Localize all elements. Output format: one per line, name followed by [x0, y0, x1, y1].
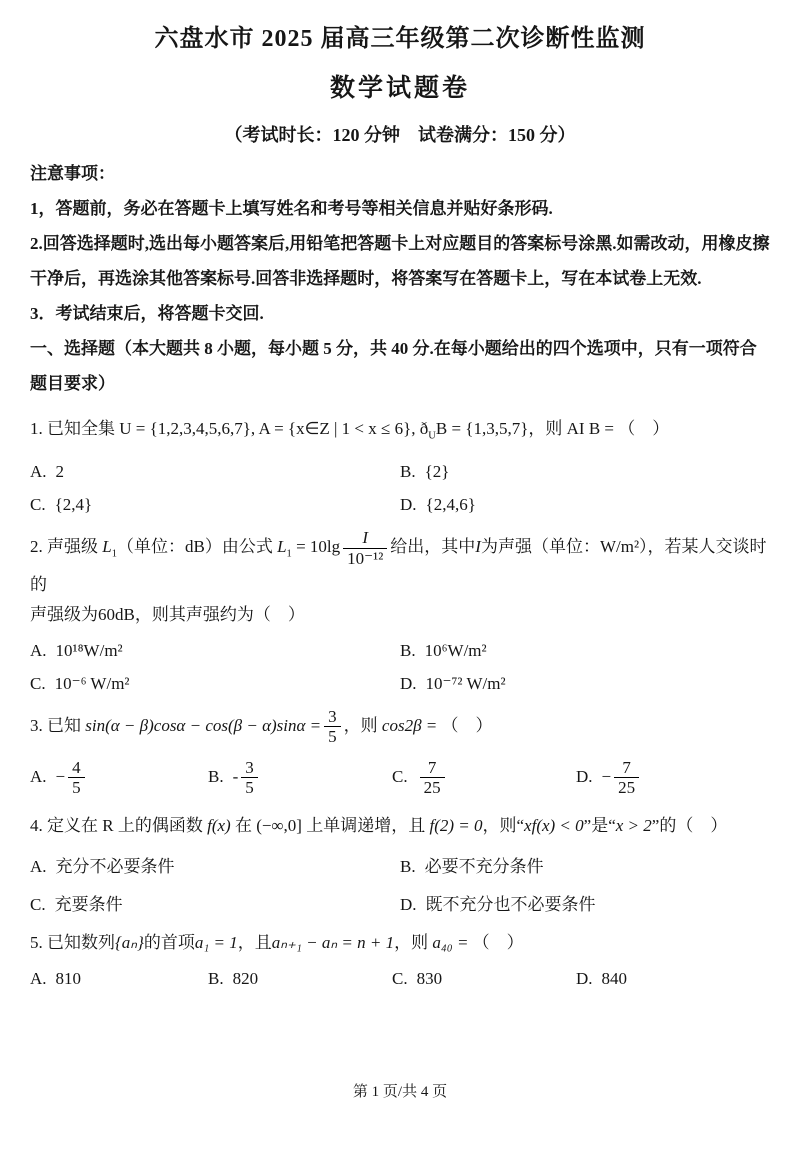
option-value: 810 [55, 968, 82, 988]
notice-item-2: 2.回答选择题时,选出每小题答案后,用铅笔把答题卡上对应题目的答案标号涂黑.如需改动，用橡皮擦干净后，再选涂其他答案标号.回答非选择题时，将答案写在答题卡上，写在本试卷上无效. [30, 234, 770, 288]
option-value: {2} [424, 462, 450, 482]
question-2-option-b [400, 641, 770, 661]
question-2-option-d [400, 674, 770, 694]
minus-sign: − [601, 766, 612, 786]
math-variable: L [277, 537, 287, 557]
question-1-option-b [400, 462, 770, 482]
fraction [614, 758, 639, 798]
option-label: D. [400, 495, 417, 515]
option-label: B. [400, 856, 416, 876]
notice-item-1: 1，答题前，务必在答题卡上填写姓名和考号等相关信息并贴好条形码. [30, 199, 553, 218]
option-value: 820 [232, 968, 259, 988]
stem-text: ，则 [343, 715, 378, 735]
question-1-options [30, 462, 770, 515]
math-subscript: 1 [111, 548, 117, 560]
fraction-denominator: 25 [618, 778, 636, 798]
stem-text: 给出，其中 [390, 537, 476, 557]
answer-blank: （ ） [441, 715, 493, 735]
question-3-option-d [576, 758, 770, 798]
complement-subscript: U [428, 430, 436, 442]
minus-sign: - [232, 766, 239, 786]
question-1-option-d [400, 495, 770, 515]
question-4-option-a [30, 852, 400, 877]
option-label: B. [400, 640, 416, 660]
question-5-options [30, 969, 770, 989]
option-label: C. [392, 968, 408, 988]
stem-text: 1. 已知全集 [30, 419, 115, 438]
stem-text: ，且 [237, 932, 272, 952]
fraction [324, 707, 341, 747]
fraction-denominator: 5 [72, 778, 81, 798]
question-2-stem-line2: 声强级为60dB，则其声强约为（ ） [30, 604, 305, 624]
option-value: 2 [55, 462, 65, 482]
math-expression: a₁ = 1 [194, 932, 238, 952]
math-expression: (−∞,0] [256, 815, 302, 835]
question-4-option-c [30, 890, 400, 915]
fraction-denominator: 25 [423, 778, 441, 798]
question-5-option-d [576, 969, 770, 989]
question-4-options [30, 852, 770, 915]
answer-blank: （ ） [618, 419, 670, 438]
question-2-stem [30, 528, 770, 599]
option-label: D. [576, 766, 593, 786]
question-4-option-b [400, 852, 770, 877]
option-label: C. [392, 766, 408, 786]
option-value: 10⁻⁶ W/m² [54, 673, 130, 693]
math-expression: = 10lg [291, 537, 341, 557]
exam-info: （考试时长：120 分钟 试卷满分：150 分） [224, 125, 576, 145]
option-value: 既不充分也不必要条件 [425, 894, 596, 914]
page-number: 第 1 页/共 4 页 [352, 1084, 448, 1100]
stem-text: 上单调递增，且 [306, 815, 426, 835]
stem-text: ，则 [528, 419, 563, 438]
fraction-numerator: 7 [420, 758, 445, 779]
question-5-option-b [208, 969, 392, 989]
option-label: D. [400, 673, 417, 693]
stem-text: 4. 定义在 R 上的偶函数 [30, 815, 203, 835]
fraction-numerator: 3 [324, 707, 341, 728]
math-expression: a₄₀ = [432, 932, 469, 952]
option-value: 10⁻⁷² W/m² [425, 673, 506, 693]
math-expression: cos2β = [381, 715, 438, 735]
stem-text: 为声强（单位：W/m²），若某人交谈时的 [30, 537, 767, 594]
stem-text: 5. 已知数列 [30, 932, 115, 952]
option-label: A. [30, 856, 47, 876]
fraction-denominator: 5 [245, 778, 254, 798]
math-expression: U = {1,2,3,4,5,6,7}, A = {x∈Z | 1 < x ≤ 6}, ð [119, 419, 429, 438]
minus-sign: − [55, 766, 66, 786]
option-value: 830 [416, 968, 443, 988]
option-label: B. [208, 968, 224, 988]
option-label: C. [30, 894, 46, 914]
section-1-heading: 一、选择题（本大题共 8 小题，每小题 5 分，共 40 分.在每小题给出的四个选项中，只有一项符合题目要求） [30, 339, 757, 393]
math-expression: x > 2 [615, 815, 652, 835]
math-expression: f(2) = 0 [429, 815, 483, 835]
option-value: 10¹⁸W/m² [55, 640, 123, 660]
question-5-option-c [392, 969, 576, 989]
option-value: 必要不充分条件 [424, 856, 544, 876]
stem-text: 在 [234, 815, 252, 835]
fraction-numerator: I [343, 528, 387, 549]
question-3-option-c [392, 758, 576, 798]
stem-text: 2. 声强级 [30, 537, 98, 557]
question-3-options [30, 758, 770, 798]
fraction-denominator: 5 [328, 727, 337, 747]
question-4 [30, 811, 770, 915]
question-4-stem [30, 811, 770, 841]
option-label: D. [400, 894, 417, 914]
option-value: {2,4,6} [425, 495, 476, 515]
math-expression: AΙ B = [566, 419, 614, 438]
option-label: B. [208, 766, 224, 786]
option-label: C. [30, 673, 46, 693]
math-expression: f(x) [207, 815, 231, 835]
math-expression: sin(α − β)cosα − cos(β − α)sinα = [85, 715, 322, 735]
notices-heading: 注意事项： [30, 164, 115, 183]
stem-text: ，则“ [482, 815, 525, 835]
option-value: 充分不必要条件 [55, 856, 175, 876]
question-4-option-d [400, 890, 770, 915]
fraction [241, 758, 258, 798]
option-label: C. [30, 495, 46, 515]
question-1 [30, 414, 770, 515]
question-5 [30, 928, 770, 989]
question-1-stem [30, 414, 770, 451]
question-2 [30, 528, 770, 693]
math-expression: xf(x) < 0 [524, 815, 584, 835]
fraction [343, 528, 387, 568]
question-1-option-a [30, 462, 400, 482]
stem-text: （单位：dB）由公式 [116, 537, 273, 557]
option-label: B. [400, 462, 416, 482]
stem-text: ”是“ [583, 815, 616, 835]
question-2-option-a [30, 641, 400, 661]
math-variable: L [102, 537, 112, 557]
question-5-stem [30, 928, 770, 958]
question-3-option-b [208, 758, 392, 798]
stem-text: ”的（ ） [651, 815, 728, 835]
math-variable: I [475, 537, 481, 557]
paper-title: 六盘水市 2025 届高三年级第二次诊断性监测 [154, 26, 646, 52]
paper-subtitle: 数学试题卷 [329, 75, 470, 102]
stem-text: ，则 [394, 932, 429, 952]
option-label: A. [30, 640, 47, 660]
option-value: {2,4} [54, 495, 93, 515]
fraction-denominator: 10⁻¹² [347, 548, 384, 568]
fraction-numerator: 7 [614, 758, 639, 779]
option-value: 840 [601, 968, 628, 988]
question-5-option-a [30, 969, 208, 989]
option-label: A. [30, 968, 47, 988]
option-value: 充要条件 [54, 894, 123, 914]
question-3-stem [30, 707, 770, 747]
fraction [68, 758, 85, 798]
math-expression: B = {1,3,5,7} [435, 419, 529, 438]
question-3-option-a [30, 758, 208, 798]
math-subscript: 1 [286, 548, 292, 560]
notices-block [30, 156, 770, 331]
fraction [420, 758, 445, 798]
notice-item-3: 3．考试结束后，将答题卡交回. [30, 304, 264, 323]
fraction-numerator: 3 [241, 758, 258, 779]
option-label: D. [576, 968, 593, 988]
option-label: A. [30, 462, 47, 482]
fraction-numerator: 4 [68, 758, 85, 779]
math-expression: {aₙ} [115, 932, 144, 952]
question-1-option-c [30, 495, 400, 515]
question-2-option-c [30, 674, 400, 694]
stem-text: 3. 已知 [30, 715, 81, 735]
option-label: A. [30, 766, 47, 786]
math-expression: aₙ₊₁ − aₙ = n + 1 [271, 932, 395, 952]
question-2-options [30, 641, 770, 694]
question-3 [30, 707, 770, 798]
answer-blank: （ ） [472, 932, 524, 952]
option-value: 10⁶W/m² [424, 640, 487, 660]
stem-text: 的首项 [143, 932, 195, 952]
